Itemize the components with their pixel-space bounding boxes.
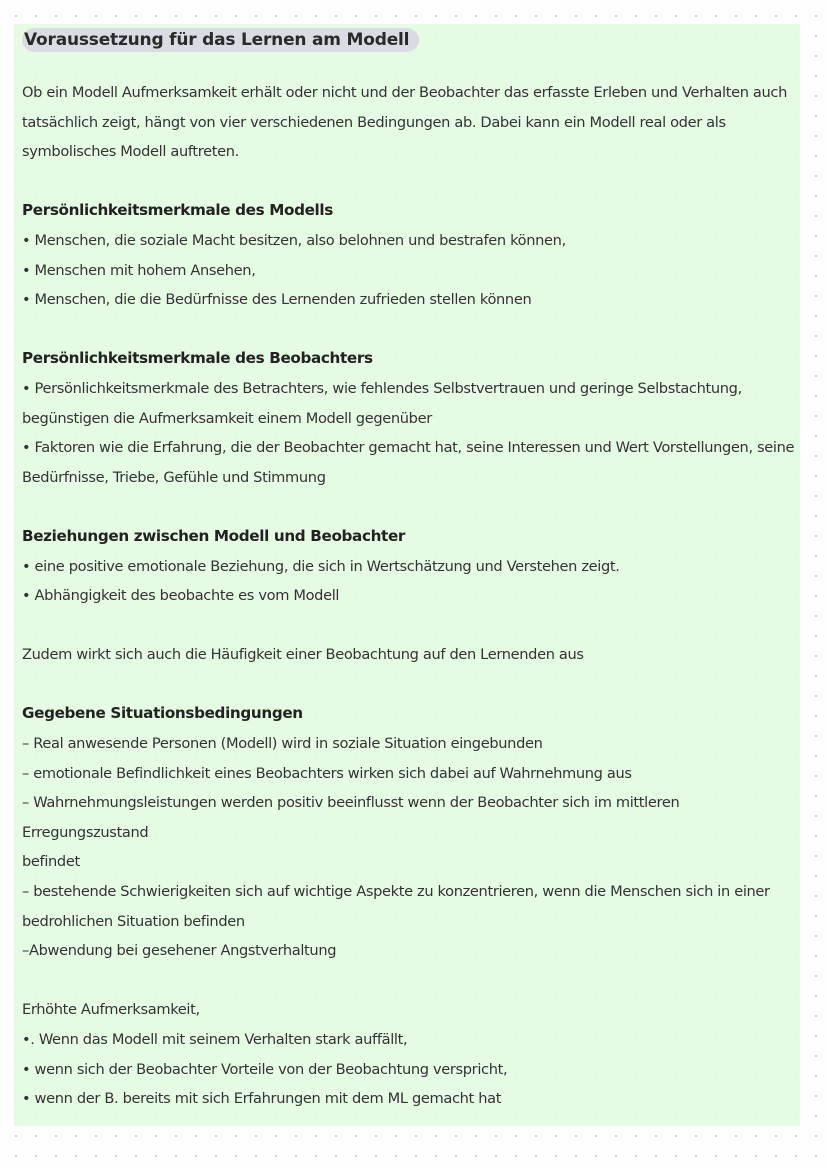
list-item: • wenn sich der Beobachter Vorteile von der Beobachtung verspricht, bbox=[22, 1060, 508, 1078]
section-heading: Gegebene Situationsbedingungen bbox=[22, 704, 303, 723]
list-item-continuation: begünstigen die Aufmerksamkeit einem Modell gegenüber bbox=[22, 409, 432, 427]
section-model-traits bbox=[22, 196, 800, 314]
list-item: • Menschen, die soziale Macht besitzen, also belohnen und bestrafen können, bbox=[22, 231, 566, 249]
list-item: – Real anwesende Personen (Modell) wird in soziale Situation eingebunden bbox=[22, 735, 543, 753]
intro-line: tatsächlich zeigt, hängt von vier verschiedenen Bedingungen ab. Dabei kann ein Modell real oder als bbox=[22, 113, 726, 131]
intro-paragraph bbox=[22, 78, 800, 167]
section-situational-conditions bbox=[22, 699, 800, 965]
list-item: – emotionale Befindlichkeit eines Beobachters wirken sich dabei auf Wahrnehmung aus bbox=[22, 764, 632, 782]
list-item: • Faktoren wie die Erfahrung, die der Beobachter gemacht hat, seine Interessen und Wert Vorstellungen, seine bbox=[22, 439, 795, 457]
section-heading: Erhöhte Aufmerksamkeit, bbox=[22, 1001, 200, 1019]
section-heading: Persönlichkeitsmerkmale des Modells bbox=[22, 201, 333, 220]
list-item: • eine positive emotionale Beziehung, die sich in Wertschätzung und Verstehen zeigt. bbox=[22, 557, 620, 575]
note-page bbox=[14, 24, 800, 1126]
list-item-continuation: befindet bbox=[22, 853, 80, 871]
list-item: •. Wenn das Modell mit seinem Verhalten stark auffällt, bbox=[22, 1031, 408, 1048]
section-observer-traits bbox=[22, 344, 800, 492]
spacer bbox=[22, 966, 800, 996]
list-item: –Abwendung bei gesehener Angstverhaltung bbox=[22, 942, 337, 960]
spacer bbox=[22, 611, 800, 641]
list-item: • wenn der B. bereits mit sich Erfahrungen mit dem ML gemacht hat bbox=[22, 1090, 502, 1108]
list-item: • Persönlichkeitsmerkmale des Betrachters, wie fehlendes Selbstvertrauen und geringe Selbstachtung, bbox=[22, 379, 742, 397]
spacer bbox=[22, 52, 800, 78]
list-item-continuation: Bedürfnisse, Triebe, Gefühle und Stimmung bbox=[22, 468, 326, 486]
list-item: – bestehende Schwierigkeiten sich auf wichtige Aspekte zu konzentrieren, wenn die Menschen sich in einer bbox=[22, 883, 770, 901]
section-heading: Beziehungen zwischen Modell und Beobachter bbox=[22, 526, 406, 545]
section-heading: Persönlichkeitsmerkmale des Beobachters bbox=[22, 349, 373, 368]
intro-line: Ob ein Modell Aufmerksamkeit erhält oder nicht und der Beobachter das erfasste Erleben und Verhalten auch bbox=[22, 84, 787, 101]
list-item-continuation: bedrohlichen Situation befinden bbox=[22, 912, 245, 930]
list-item: • Menschen mit hohem Ansehen, bbox=[22, 261, 256, 279]
list-item: • Menschen, die die Bedürfnisse des Lernenden zufrieden stellen können bbox=[22, 291, 532, 309]
spacer bbox=[22, 670, 800, 700]
page-title: Voraussetzung für das Lernen am Modell bbox=[22, 28, 419, 52]
spacer bbox=[22, 492, 800, 522]
section-relationship bbox=[22, 522, 800, 611]
list-item: – Wahrnehmungsleistungen werden positiv beeinflusst wenn der Beobachter sich im mittleren Erregungszustand bbox=[22, 794, 680, 841]
spacer bbox=[22, 315, 800, 345]
intro-line: symbolisches Modell auftreten. bbox=[22, 143, 239, 161]
frequency-note: Zudem wirkt sich auch die Häufigkeit einer Beobachtung auf den Lernenden aus bbox=[22, 646, 584, 664]
list-item: • Abhängigkeit des beobachte es vom Modell bbox=[22, 587, 340, 605]
section-increased-attention bbox=[22, 995, 800, 1113]
spacer bbox=[22, 167, 800, 197]
